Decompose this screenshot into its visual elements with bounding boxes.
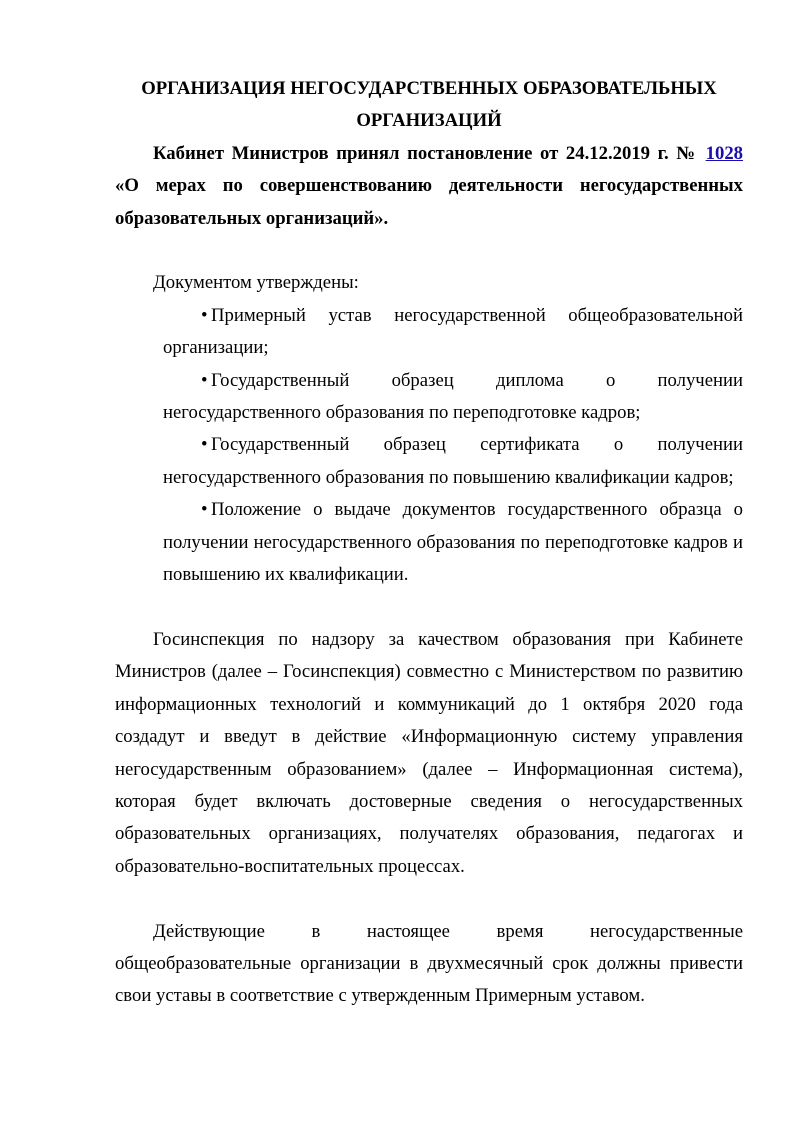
spacer xyxy=(115,591,743,623)
spacer xyxy=(115,235,743,267)
resolution-intro xyxy=(115,138,743,235)
document-page xyxy=(115,73,743,1013)
list-item-text: Государственный образец диплома о получении негосударственного образования по переподготовке кадров; xyxy=(163,369,743,424)
resolution-number-link[interactable]: 1028 xyxy=(705,142,743,164)
intro-text-after-link: «О мерах по совершенствованию деятельности негосударственных образовательных организаций». xyxy=(115,175,743,229)
bullet-icon: • xyxy=(201,369,208,391)
charters-paragraph: Действующие в настоящее время негосударственные общеобразовательные организации в двухмесячный срок должны привести свои уставы в соответствие с утвержденным Примерным уставом. xyxy=(115,920,743,1007)
bullet-icon: • xyxy=(201,499,208,521)
intro-text-before-link: Кабинет Министров принял постановление от 24.12.2019 г. № xyxy=(153,142,706,164)
approved-heading: Документом утверждены: xyxy=(153,272,359,294)
list-item-text: Положение о выдаче документов государственного образца о получении негосударственного образования по переподготовке кадров и повышению их квалификации. xyxy=(163,499,743,586)
spacer xyxy=(115,883,743,915)
inspection-paragraph: Госинспекция по надзору за качеством образования при Кабинете Министров (далее – Госинспекция) совместно с Министерством по развитию информационных технологий и коммуникаций до 1 октября 2020 года создадут и введут в действие «Информационную систему управления негосударственным образованием» (далее – Информационная система), которая будет включать достоверные сведения о негосударственных образовательных организациях, получателях образования, педагогах и образовательно-воспитательных процессах. xyxy=(115,628,743,877)
list-item xyxy=(163,365,743,430)
list-item-text: Государственный образец сертификата о получении негосударственного образования по повышению квалификации кадров; xyxy=(163,434,743,488)
list-item-text: Примерный устав негосударственной общеобразовательной организации; xyxy=(163,304,743,359)
list-item xyxy=(163,494,743,591)
approved-documents-list xyxy=(115,300,743,592)
list-item xyxy=(163,300,743,365)
document-title: ОРГАНИЗАЦИЯ НЕГОСУДАРСТВЕННЫХ ОБРАЗОВАТЕЛЬНЫХ ОРГАНИЗАЦИЙ xyxy=(141,78,717,132)
list-item xyxy=(163,429,743,494)
bullet-icon: • xyxy=(201,434,208,456)
bullet-icon: • xyxy=(201,304,208,326)
